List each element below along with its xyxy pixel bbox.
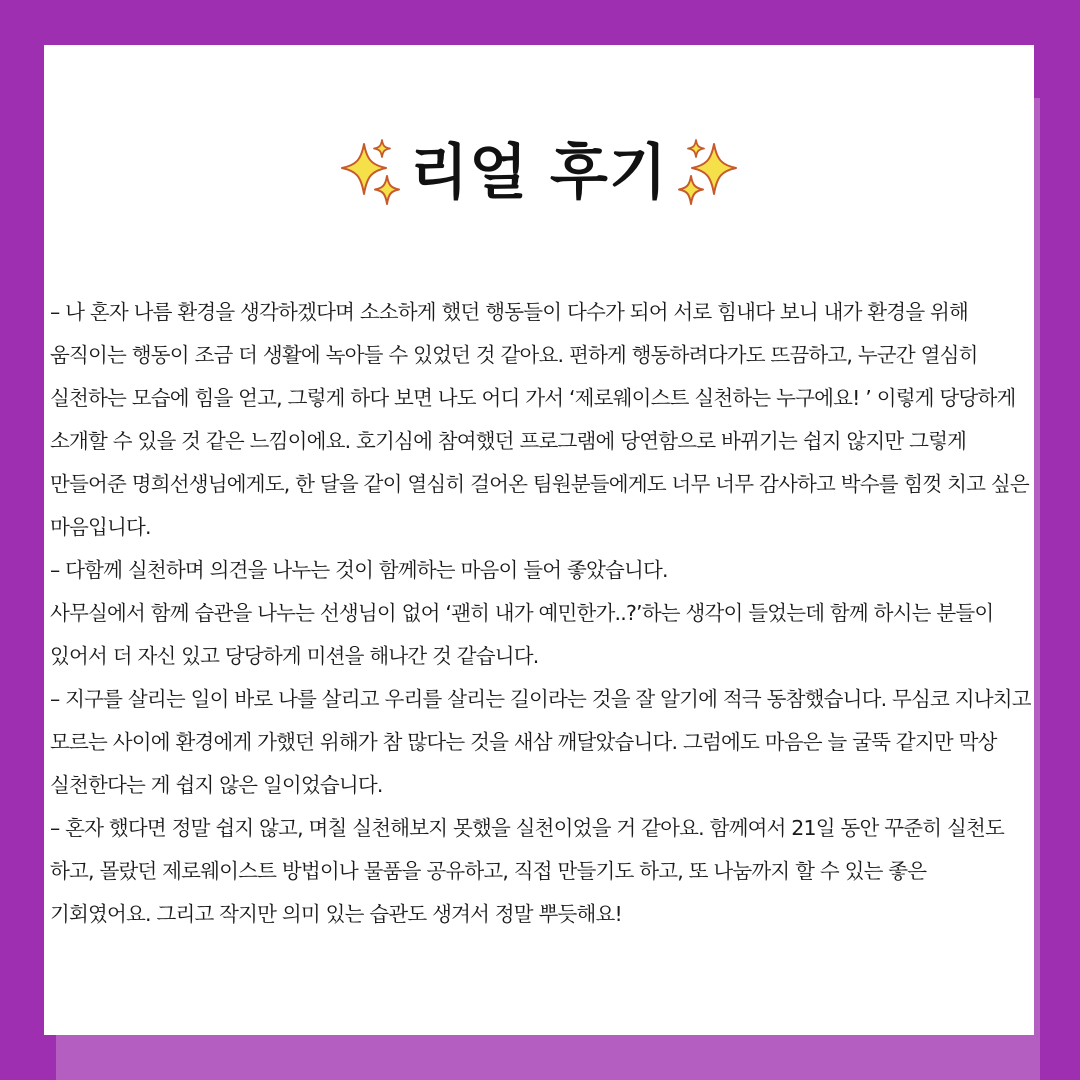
sparkles-icon — [674, 138, 740, 208]
title-row — [44, 133, 1034, 213]
review-paragraph: – 혼자 했다면 정말 쉽지 않고, 며칠 실천해보지 못했을 실천이었을 거 같아요. 함께여서 21일 동안 꾸준히 실천도 하고, 몰랐던 제로웨이스트 방법이나 물품을 공유하고, 직접 만들기도 하고, 또 나눔까지 할 수 있는 좋은 기회였어요. 그리고 작지만 의미 있는 습관도 생겨서 정말 뿌듯해요! — [50, 816, 1004, 926]
review-paragraph: – 지구를 살리는 일이 바로 나를 살리고 우리를 살리는 길이라는 것을 잘 알기에 적극 동참했습니다. 무심코 지나치고 모르는 사이에 환경에게 가했던 위해가 참 많다는 것을 새삼 깨달았습니다. 그럼에도 마음은 늘 굴뚝 같지만 막상 실천한다는 게 쉽지 않은 일이었습니다. — [50, 687, 1031, 797]
review-paragraph: – 나 혼자 나름 환경을 생각하겠다며 소소하게 했던 행동들이 다수가 되어 서로 힘내다 보니 내가 환경을 위해 움직이는 행동이 조금 더 생활에 녹아들 수 있었던 것 같아요. 편하게 행동하려다가도 뜨끔하고, 누군간 열심히 실천하는 모습에 힘을 얻고, 그렇게 하다 보면 나도 어디 가서 ‘제로웨이스트 실천하는 누구에요! ’ 이렇게 당당하게 소개할 수 있을 것 같은 느낌이에요. 호기심에 참여했던 프로그램에 당연함으로 바뀌기는 쉽지 않지만 그렇게 만들어준 명희선생님에게도, 한 달을 같이 열심히 걸어온 팀원분들에게도 너무 너무 감사하고 박수를 힘껏 치고 싶은 마음입니다. — [50, 300, 1029, 539]
review-body — [50, 291, 1032, 936]
review-paragraph: 사무실에서 함께 습관을 나누는 선생님이 없어 ‘괜히 내가 예민한가..?’하는 생각이 들었는데 함께 하시는 분들이 있어서 더 자신 있고 당당하게 미션을 해나간 것 같습니다. — [50, 601, 994, 668]
review-paragraph: – 다함께 실천하며 의견을 나누는 것이 함께하는 마음이 들어 좋았습니다. — [50, 558, 668, 582]
review-card — [44, 45, 1034, 1035]
page-title: 리얼 후기 — [410, 138, 668, 208]
sparkles-icon — [338, 138, 404, 208]
